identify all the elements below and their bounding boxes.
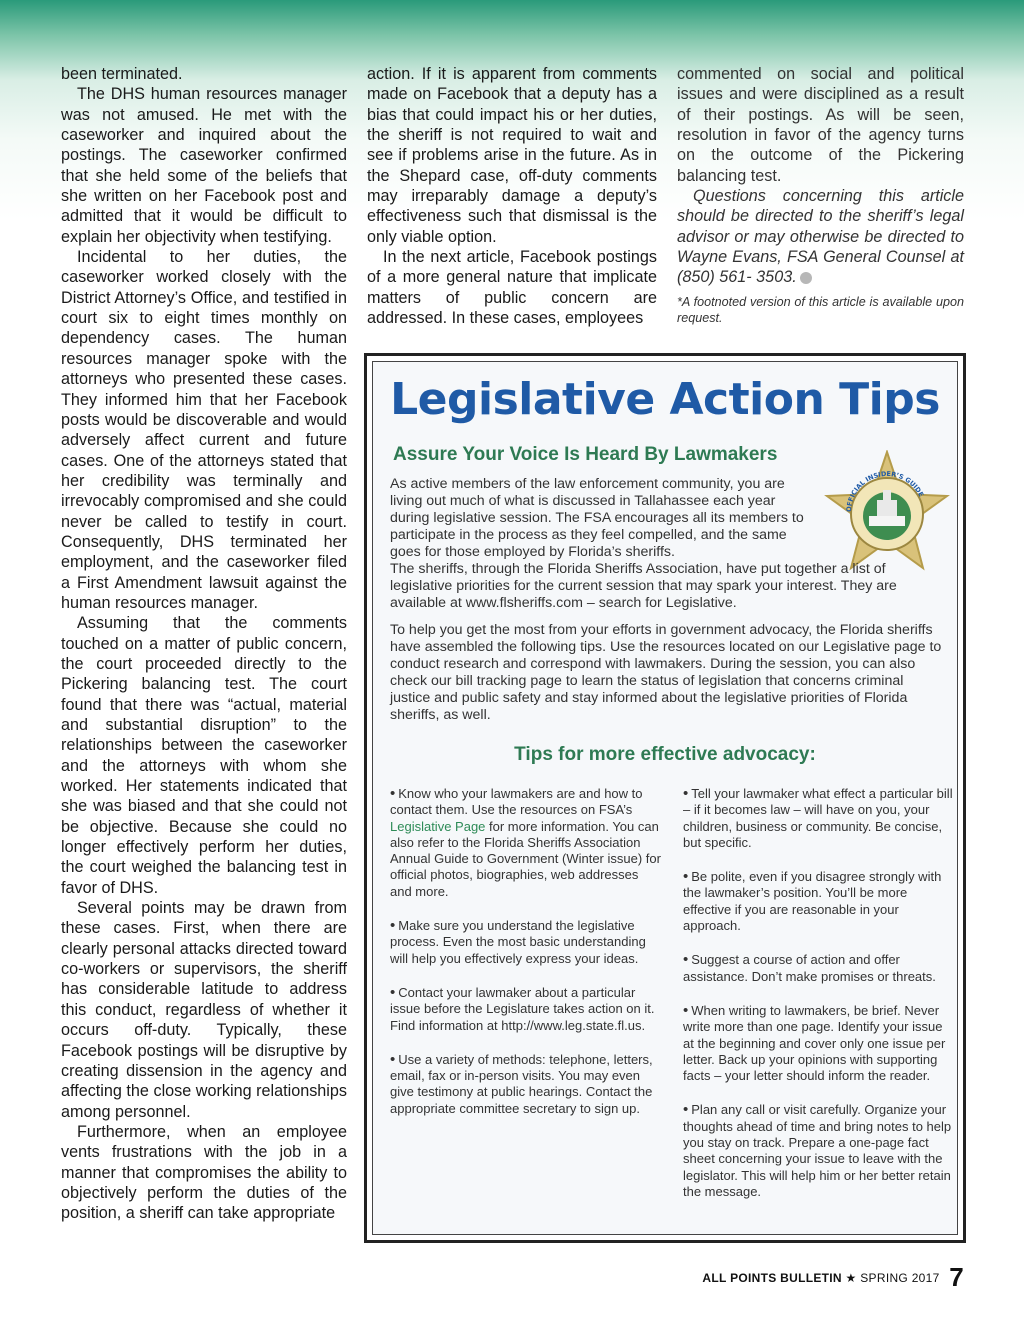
legislative-page-link[interactable]: Legislative Page <box>390 818 486 834</box>
bullet-icon: • <box>683 868 689 886</box>
bullet-icon: • <box>390 917 396 935</box>
article-column-2 <box>367 64 657 328</box>
tip-text: Plan any call or visit carefully. Organize your thoughts ahead of time and bring notes to help you stay on track. Prepare a one-page fact sheet concerning your issue to leave with the legislator. This will help him or her better retain the message. <box>683 1102 952 1199</box>
paragraph: Assuming that the comments touched on a matter of public concern, the court proceeded directly to the Pickering balancing test. The court found that there was “actual, material and substantial disruption” to the relationships between the caseworker and the attorneys with whom she worked. Her statements indicated that she was biased and that she could not be objective. Because she could no longer effectively perform her duties, the court weighed the balancing test in favor of DHS. <box>61 614 347 897</box>
star-icon: ★ <box>845 1271 857 1285</box>
legislative-tips-box <box>364 353 966 1243</box>
article-column-3 <box>677 64 964 326</box>
tip-item <box>683 952 955 985</box>
footnote: *A footnoted version of this article is available upon request. <box>677 294 964 325</box>
tips-column-left <box>390 786 662 1117</box>
tip-text: Contact your lawmaker about a particular issue before the Legislature takes action on it. Find information at http://www.leg.state.fl.us. <box>390 984 655 1033</box>
intro-paragraph-1: As active members of the law enforcement community, you are living out much of what is discussed in Tallahassee each year during legislative session. The FSA encourages all its members to participate in the process as they feel compelled, and the same goes for those employed by Florida’s sheriffs. <box>390 476 804 560</box>
tip-text: Suggest a course of action and offer assistance. Don’t make promises or threats. <box>683 952 936 984</box>
legislative-tips-panel <box>372 361 958 1235</box>
issue-label: SPRING 2017 <box>860 1271 940 1285</box>
bullet-icon: • <box>390 983 396 1001</box>
publication-name: ALL POINTS BULLETIN <box>702 1271 842 1285</box>
paragraph: Furthermore, when an employee vents frustrations with the job in a manner that compromises the ability to objectively perform the duties of the position, a sheriff can take appropriate <box>61 1122 347 1223</box>
article-column-1 <box>61 64 347 1224</box>
tip-item <box>390 918 662 967</box>
bullet-icon: • <box>683 951 689 969</box>
bullet-icon: • <box>683 1101 689 1119</box>
bullet-icon: • <box>683 785 689 802</box>
page-number: 7 <box>949 1262 964 1292</box>
page-footer <box>702 1262 964 1293</box>
paragraph: action. If it is apparent from comments made on Facebook that a deputy has a bias that could impact his or her duties, the sheriff is not required to wait and see if problems arise in the future. As in the Shepard case, off-duty comments may irreparably damage a deputy’s effectiveness such that dismissal is the only viable option. <box>367 65 657 246</box>
bullet-icon: • <box>390 785 396 802</box>
end-mark-icon: ✪ <box>800 272 812 284</box>
tip-text: Make sure you understand the legislative process. Even the most basic understanding will help you effectively express your ideas. <box>390 918 646 966</box>
tip-item <box>683 869 955 934</box>
tip-item <box>683 786 955 851</box>
intro-paragraph-1b: The sheriffs, through the Florida Sheriffs Association, have put together a list of legislative priorities for the current session that may spark your interest. They are available at www.flsheriffs.com – search for Legislative. <box>390 561 897 611</box>
contact-paragraph <box>677 186 964 288</box>
paragraph: In the next article, Facebook postings of a more general nature that implicate matters of public concern are addressed. In these cases, employees <box>367 248 657 328</box>
paragraph: Several points may be drawn from these cases. First, when there are clearly personal attacks directed toward co-workers or supervisors, the sheriff has considerable latitude to address this conduct, regardless of whether it occurs off-duty. Typically, these Facebook postings will be disruptive by creating dissension in the agency and affecting the close working relationships among personnel. <box>61 899 347 1121</box>
tip-item <box>390 1052 662 1117</box>
box-subtitle: Assure Your Voice Is Heard By Lawmakers <box>393 444 778 465</box>
tip-item <box>683 1102 955 1200</box>
tips-column-right <box>683 786 955 1200</box>
tip-text: Tell your lawmaker what effect a particular bill – if it becomes law – will have on you, your children, business or community. Be concise, but specific. <box>683 786 953 850</box>
tips-heading: Tips for more effective advocacy: <box>514 744 816 765</box>
tip-item <box>390 985 662 1034</box>
bullet-icon: • <box>683 1001 689 1019</box>
contact-text: Questions concerning this article should be directed to the sheriff’s legal advisor or may otherwise be directed to Wayne Evans, FSA General Counsel at (850) 561- 3503. <box>677 187 964 287</box>
intro-paragraph-2: To help you get the most from your efforts in government advocacy, the Florida sheriffs have assembled the following tips. Use the resources located on our Legislative page to conduct research and correspond with lawmakers. During the session, you can also check our bill tracking page to learn the status of legislation that concerns criminal justice and public safety and stay informed about the legislative priorities of Florida sheriffs, as well. <box>390 622 942 723</box>
tip-item <box>683 1003 955 1084</box>
tip-text: Use a variety of methods: telephone, letters, email, fax or in-person visits. You may even give testimony at public hearings. Contact the appropriate committee secretary to sign up. <box>390 1051 653 1116</box>
tip-text: for more information. You can also refer to the Florida Sheriffs Association Annual Guide to Government (Winter issue) for official photos, biographies, web addresses and more. <box>390 818 661 899</box>
box-intro <box>390 476 945 734</box>
badge-text: OFFICIAL INSIDER’S GUIDE <box>844 469 926 513</box>
box-title: Legislative Action Tips <box>390 374 940 425</box>
tip-text: Know who your lawmakers are and how to contact them. Use the resources on FSA’s <box>390 786 643 818</box>
paragraph: The DHS human resources manager was not amused. He met with the caseworker and inquired about the postings. The caseworker confirmed that she held some of the beliefs that she written on her Facebook post and admitted that it would be difficult to explain her objectivity when testifying. <box>61 85 347 246</box>
bullet-icon: • <box>390 1050 396 1068</box>
paragraph: been terminated. <box>61 65 183 83</box>
tip-text: When writing to lawmakers, be brief. Never write more than one page. Identify your issue at the beginning and cover only one issue per letter. Back up your opinions with supporting facts – your letter should inform the reader. <box>683 1002 946 1084</box>
tip-item <box>390 786 662 900</box>
paragraph: Incidental to her duties, the caseworker worked closely with the District Attorney’s Office, and testified in court six to eight times monthly on dependency cases. The human resources manager spoke with the attorneys who presented these cases. They informed him that her Facebook posts would be discoverable and would adversely affect current and future cases. One of the attorneys stated that her credibility was terminally and irrevocably compromised and she could never be called to testify in court. Consequently, DHS terminated her employment, and the caseworker filed a First Amendment lawsuit against the human resources manager. <box>61 248 347 612</box>
paragraph: commented on social and political issues and were disciplined as a result of their postings. As will be seen, resolution in favor of the agency turns on the outcome of the Pickering balancing test. <box>677 65 964 185</box>
tip-text: Be polite, even if you disagree strongly with the lawmaker’s position. You’ll be more effective if you are reasonable in your approach. <box>683 869 942 934</box>
